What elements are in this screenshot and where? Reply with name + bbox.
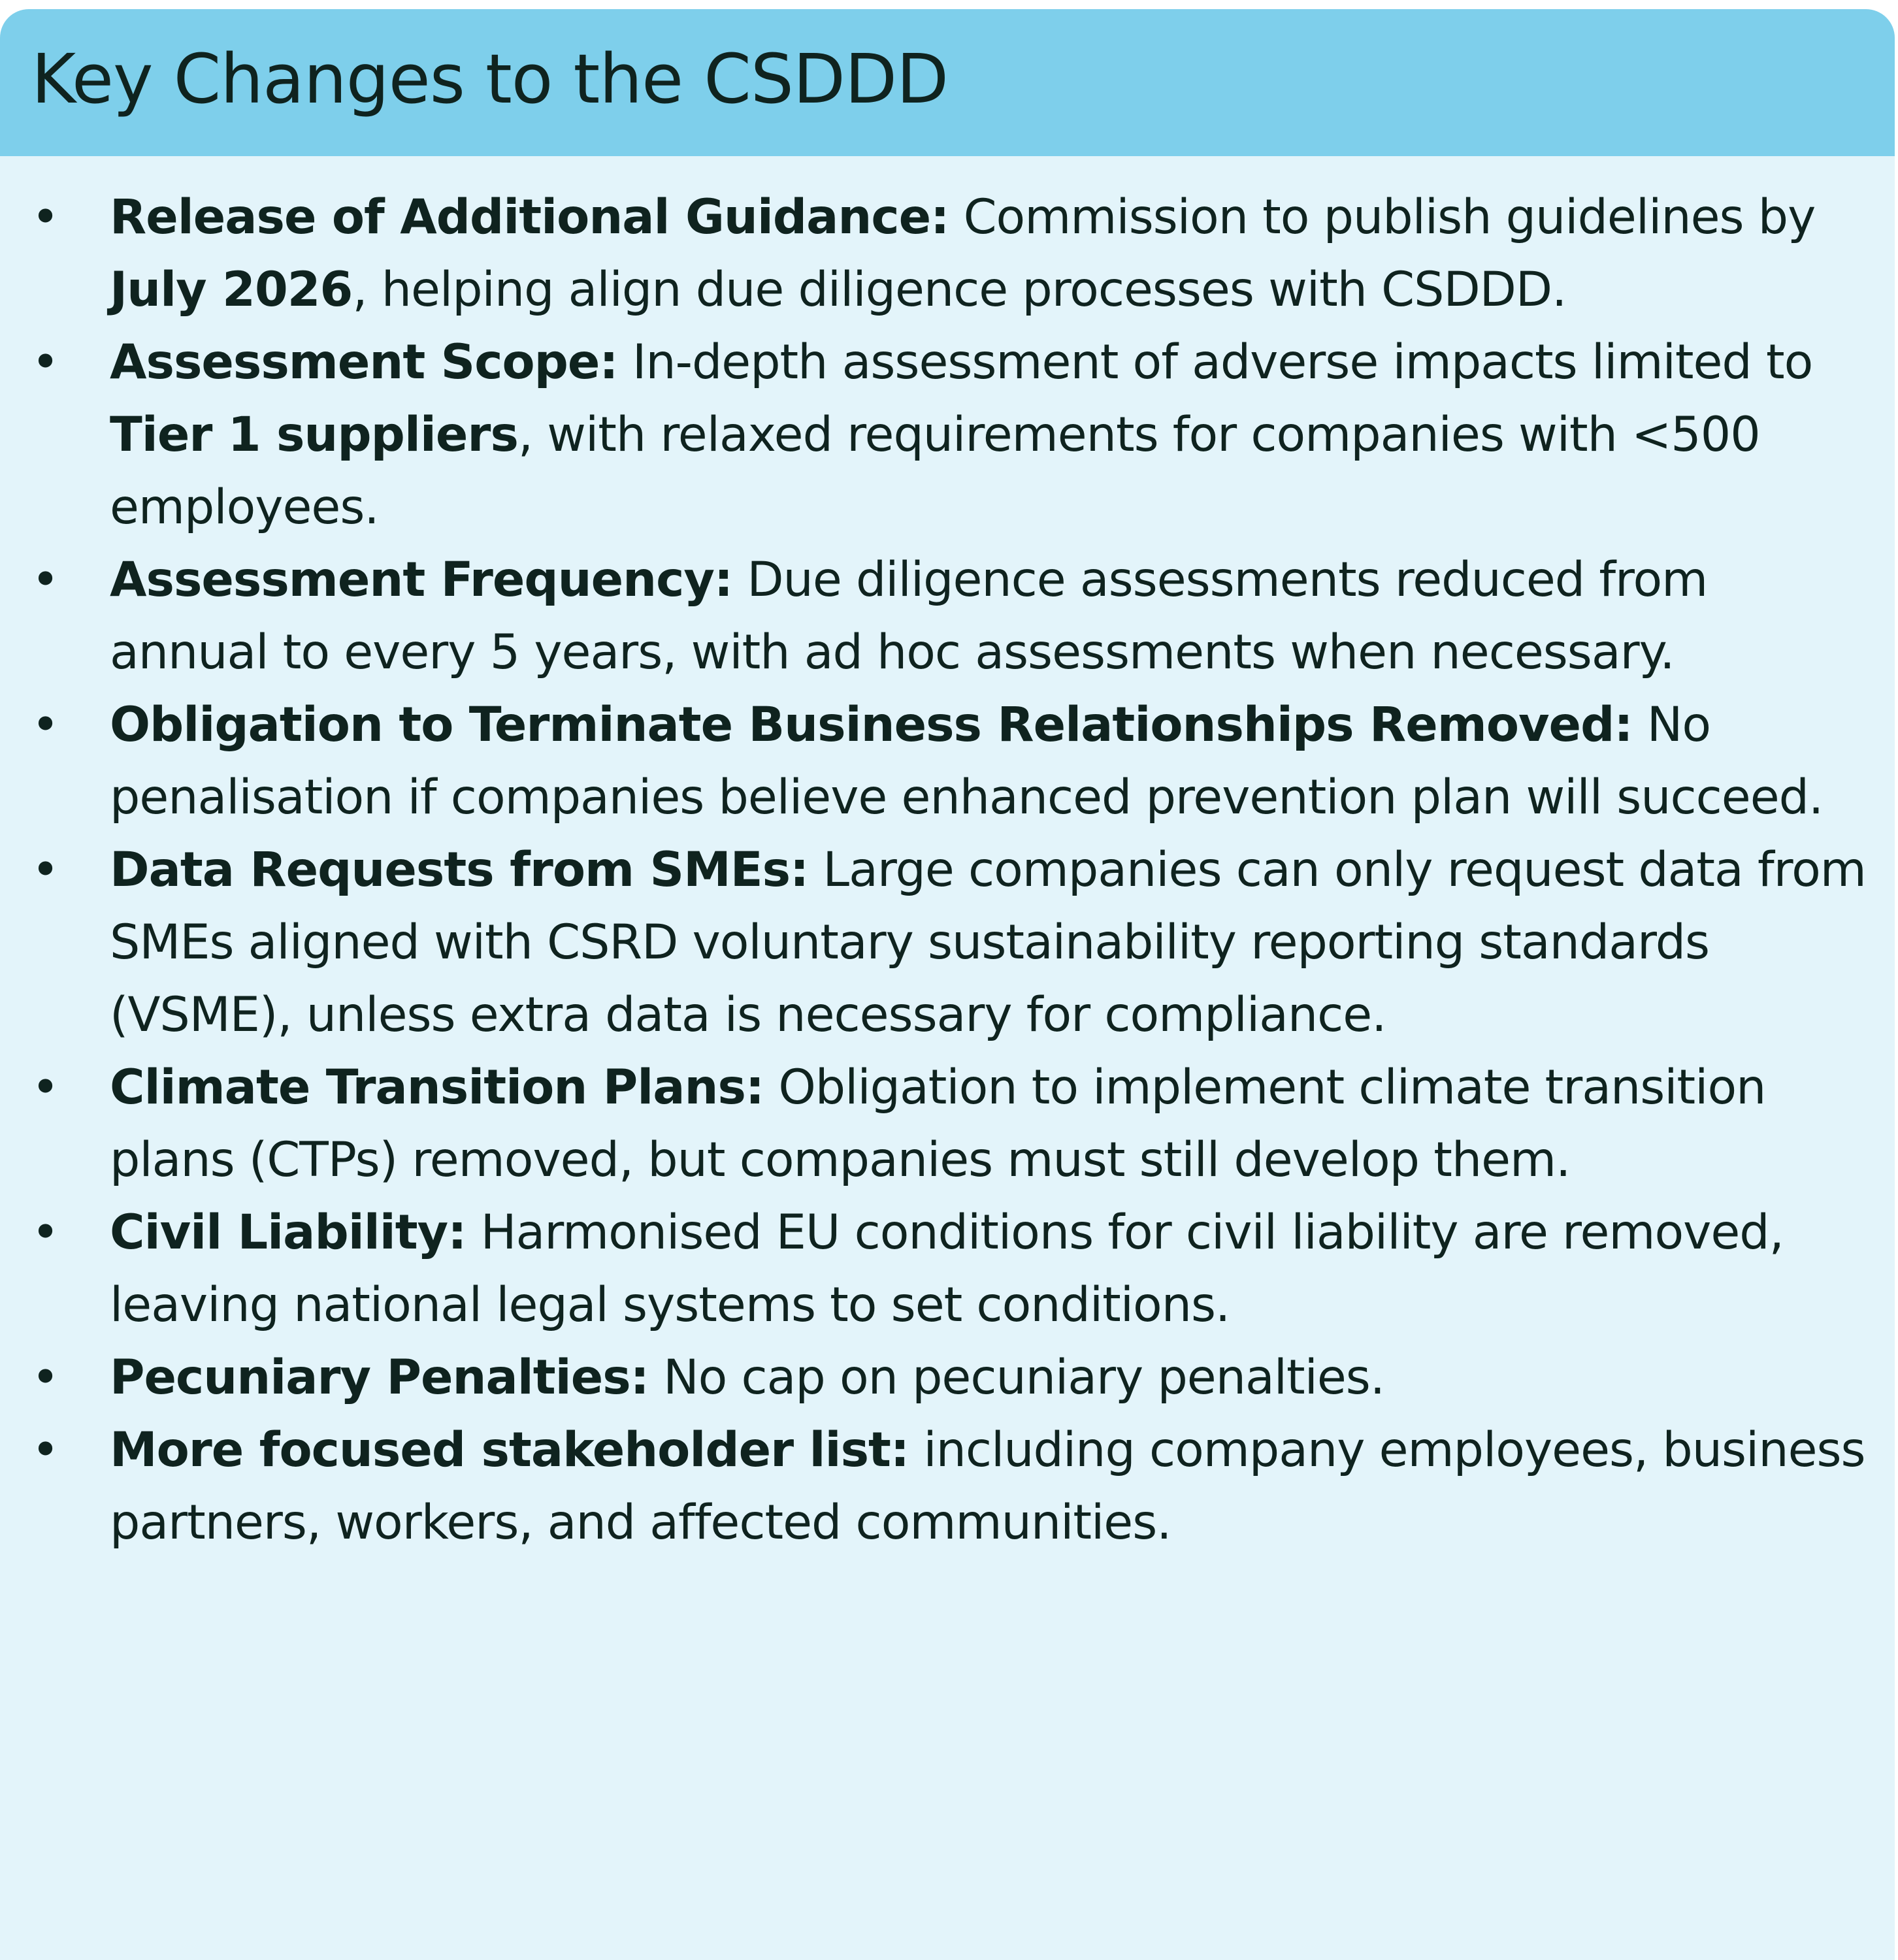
item-highlight: July 2026: [110, 262, 353, 318]
item-heading: Pecuniary Penalties:: [110, 1350, 649, 1405]
list-item-terminate-relationships: [0, 689, 1895, 834]
item-heading: Climate Transition Plans:: [110, 1060, 764, 1115]
page-title: Key Changes to the CSDDD: [31, 39, 949, 119]
item-heading: Data Requests from SMEs:: [110, 842, 809, 898]
list-item-pecuniary-penalties: [0, 1341, 1895, 1414]
item-text: , with relaxed requirements for companies with <500 employees.: [110, 407, 1760, 535]
bullet-icon: •: [31, 1350, 59, 1405]
item-heading: Assessment Frequency:: [110, 552, 733, 608]
item-heading: Release of Additional Guidance:: [110, 189, 949, 245]
item-text: including company employees, business partners, workers, and affected communities.: [110, 1422, 1865, 1550]
list-item-assessment-frequency: [0, 544, 1895, 689]
list-item-additional-guidance: [0, 181, 1895, 326]
item-text: Obligation to implement climate transition plans (CTPs) removed, but companies must still develop them.: [110, 1060, 1766, 1188]
bullet-icon: •: [31, 1205, 59, 1260]
bullet-icon: •: [31, 1060, 59, 1115]
item-text: Due diligence assessments reduced from annual to every 5 years, with ad hoc assessments when necessary.: [110, 552, 1708, 680]
item-heading: Civil Liability:: [110, 1205, 466, 1260]
item-text: Harmonised EU conditions for civil liability are removed, leaving national legal systems to set conditions.: [110, 1205, 1784, 1333]
bullet-icon: •: [31, 697, 59, 753]
bullet-icon: •: [31, 552, 59, 608]
item-highlight: Tier 1 suppliers: [110, 407, 518, 463]
item-text: , helping align due diligence processes with CSDDD.: [352, 262, 1567, 318]
list-item-civil-liability: [0, 1196, 1895, 1341]
card-header: [0, 9, 1895, 156]
item-text: No penalisation if companies believe enhanced prevention plan will succeed.: [110, 697, 1824, 825]
item-text: Large companies can only request data from SMEs aligned with CSRD voluntary sustainability reporting standards (VSME), unless extra data is necessary for compliance.: [110, 842, 1866, 1043]
item-heading: More focused stakeholder list:: [110, 1422, 909, 1478]
item-text: In-depth assessment of adverse impacts limited to: [617, 335, 1813, 390]
item-heading: Assessment Scope:: [110, 335, 618, 390]
bullet-icon: •: [31, 335, 59, 390]
list-item-stakeholder-list: [0, 1414, 1895, 1559]
list-item-sme-data-requests: [0, 834, 1895, 1051]
item-text: No cap on pecuniary penalties.: [648, 1350, 1385, 1405]
item-text: Commission to publish guidelines by: [949, 189, 1816, 245]
list-item-climate-transition-plans: [0, 1051, 1895, 1196]
bullet-icon: •: [31, 842, 59, 898]
item-heading: Obligation to Terminate Business Relationships Removed:: [110, 697, 1633, 753]
key-changes-card: [0, 9, 1895, 1960]
list-item-assessment-scope: [0, 326, 1895, 544]
bullet-icon: •: [31, 189, 59, 245]
bullet-icon: •: [31, 1422, 59, 1478]
changes-list: [0, 156, 1895, 1559]
